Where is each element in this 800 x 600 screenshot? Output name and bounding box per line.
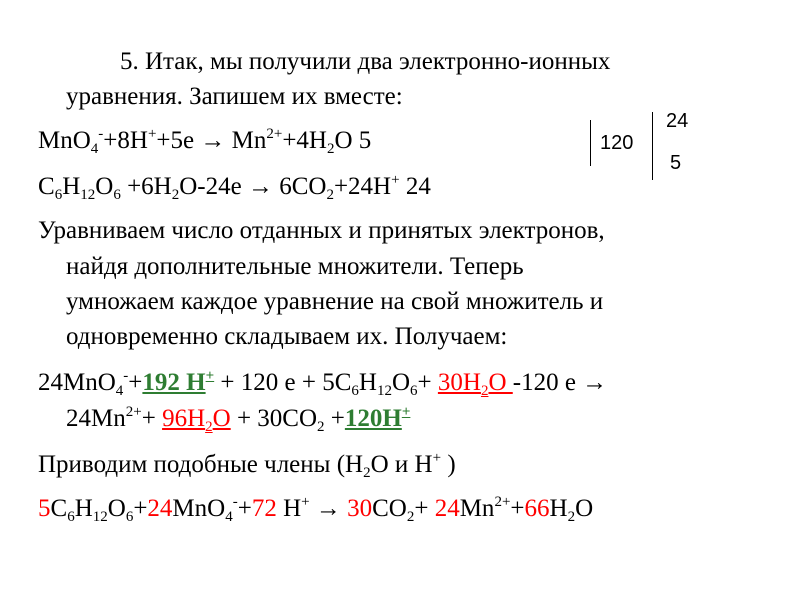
lcm-value: 120 [600,132,634,154]
multiplier-bottom: 5 [670,152,682,174]
half-reaction-1: $MnO_4^-+8H^++5e \to Mn^{2+}+4H_2O$ 5 [38,126,372,157]
combined-equation-line-1: 24MnO$_4$-+192 Н+ + 120 $е + 5C_6H_{12}O_6+ 30H_2O$ -120 е → [38,368,608,399]
multiplier-divider-left [590,120,591,166]
multiplier-top: 24 [666,110,689,132]
final-equation: $5C_6H_{12}O_6+24MnO_4^-+72$ $H^+ \to 30CO_2+ 24Mn^{2+}+66H_2O$ [38,494,594,525]
explain-line-2: найдя дополнительные множители. Теперь [66,253,524,280]
explain-line-4: одновременно складываем их. Получаем: [66,323,508,350]
half-reaction-2: $C_6H_{12}O_6 +6H_2O-24e \to 6CO_2+24H^+$ 24 [38,172,431,203]
multiplier-divider-right [652,112,653,180]
similar-terms-line: Приводим подобные члены ($H_2O$ и H+ ) [38,450,456,481]
combined-equation-line-2: $24Mn^{2+}+ 96H_2O + 30CO_2 +120H^+$ [66,404,411,435]
explain-line-3: умножаем каждое уравнение на свой множитель и [66,288,604,315]
intro-line-2: уравнения. Запишем их вместе: [66,83,403,110]
explain-line-1: Уравниваем число отданных и принятых электронов, [38,217,605,244]
intro-line-1: 5. Итак, мы получили два электронно-ионных [120,48,611,75]
